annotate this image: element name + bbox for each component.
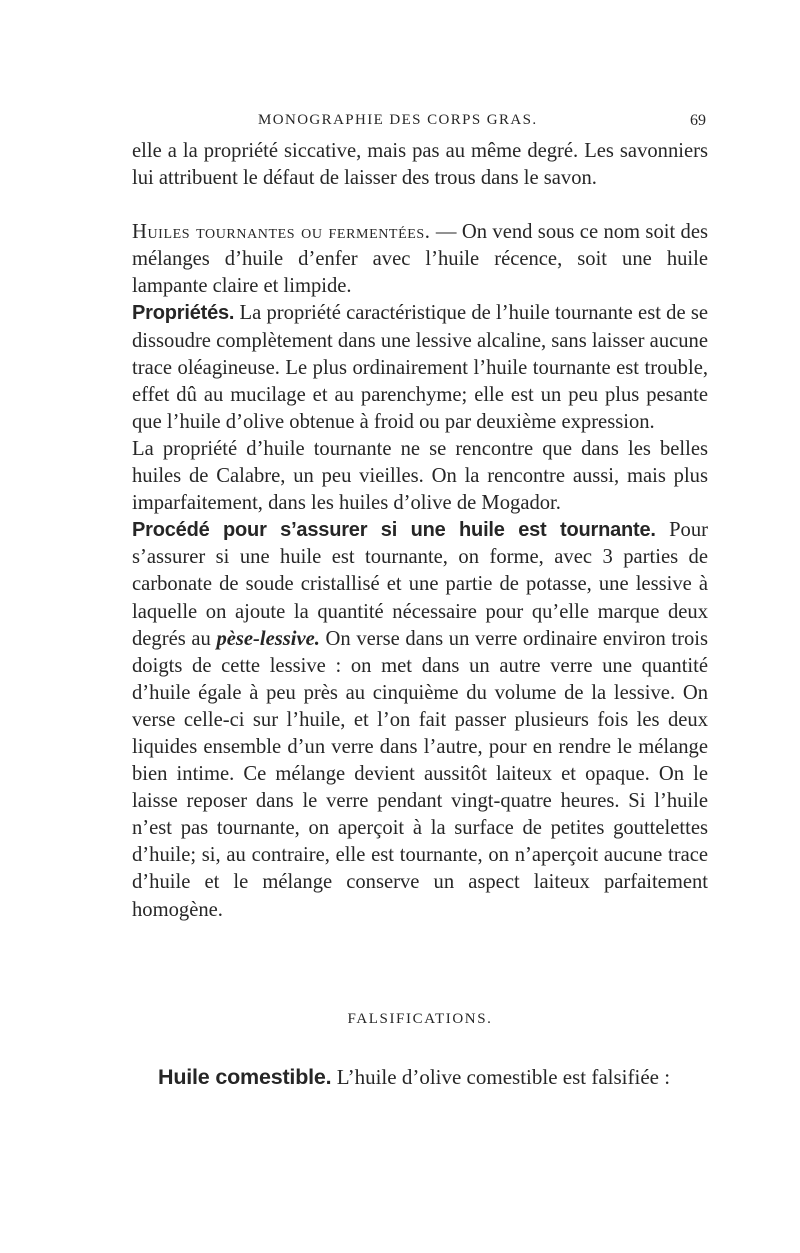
paragraph-proprietes: [132, 300, 708, 435]
running-head: [132, 112, 706, 136]
heading-huile-comestible: Huile comestible.: [158, 1065, 332, 1089]
term-pese-lessive: pèse-lessive.: [216, 627, 320, 650]
section-heading-falsifications: FALSIFICATIONS.: [347, 1011, 493, 1027]
heading-huiles-tournantes: Huiles tournantes ou fermentées.: [132, 221, 431, 244]
heading-procede: Procédé pour s’assurer si une huile est tournante.: [132, 519, 656, 542]
paragraph-calabre-text: La propriété d’huile tournante ne se rencontre que dans les belles huiles de Calabre, un peu vieilles. On la rencontre aussi, mais plus imparfaitement, dans les huiles d’olive de Mogador.: [132, 437, 708, 515]
paragraph-huile-comestible-text: L’huile d’olive comestible est falsifiée :: [331, 1065, 671, 1089]
body-text: [132, 138, 708, 924]
paragraph-procede-text-a: Pour s’assurer si une huile est tournante, on forme, avec 3 parties de carbonate de soude cristallisé et une partie de potasse, une lessive à laquelle on ajoute la quantité nécessaire pour qu’elle marque deux degrés au: [132, 519, 708, 650]
paragraph-siccative: [132, 138, 708, 192]
running-title: MONOGRAPHIE DES CORPS GRAS.: [258, 112, 538, 128]
paragraph-huiles-tournantes: [132, 219, 708, 300]
paragraph-siccative-text: elle a la propriété siccative, mais pas au même degré. Les savonniers lui attribuent le défaut de laisser des trous dans le savon.: [132, 140, 708, 190]
page-number: 69: [690, 112, 706, 129]
paragraph-huile-comestible: [158, 1063, 708, 1091]
paragraph-procede-text-b: On verse dans un verre ordinaire environ trois doigts de cette lessive : on met dans un autre verre une quantité d’huile égale à peu près au cinquième du volume de la lessive. On verse celle-ci sur l’huile, et l’on fait passer plusieurs fois les deux liquides ensemble d’un verre dans l’autre, pour en rendre le mélange bien intime. Ce mélange devient aussitôt laiteux et opaque. On le laisse reposer dans le verre pendant vingt-quatre heures. Si l’huile n’est pas tournante, on aperçoit à la surface de petites gouttelettes d’huile; si, au contraire, elle est tournante, on n’aperçoit aucune trace d’huile et le mélange conserve un aspect laiteux parfaitement homogène.: [132, 627, 709, 921]
paragraph-proprietes-text: La propriété caractéristique de l’huile tournante est de se dissoudre complètement dans une lessive alcaline, sans laisser aucune trace oléagineuse. Le plus ordinairement l’huile tournante est trouble, effet dû au mucilage et au parenchyme; elle est un peu plus pesante que l’huile d’olive obtenue à froid ou par deuxième expression.: [132, 302, 708, 433]
paragraph-procede: [132, 517, 708, 923]
paragraph-calabre: [132, 436, 708, 517]
paragraph-huiles-tournantes-text: — On vend sous ce nom soit des mélanges d’huile d’enfer avec l’huile récence, soit une huile lampante claire et limpide.: [132, 221, 709, 298]
heading-proprietes: Propriétés.: [132, 302, 235, 325]
